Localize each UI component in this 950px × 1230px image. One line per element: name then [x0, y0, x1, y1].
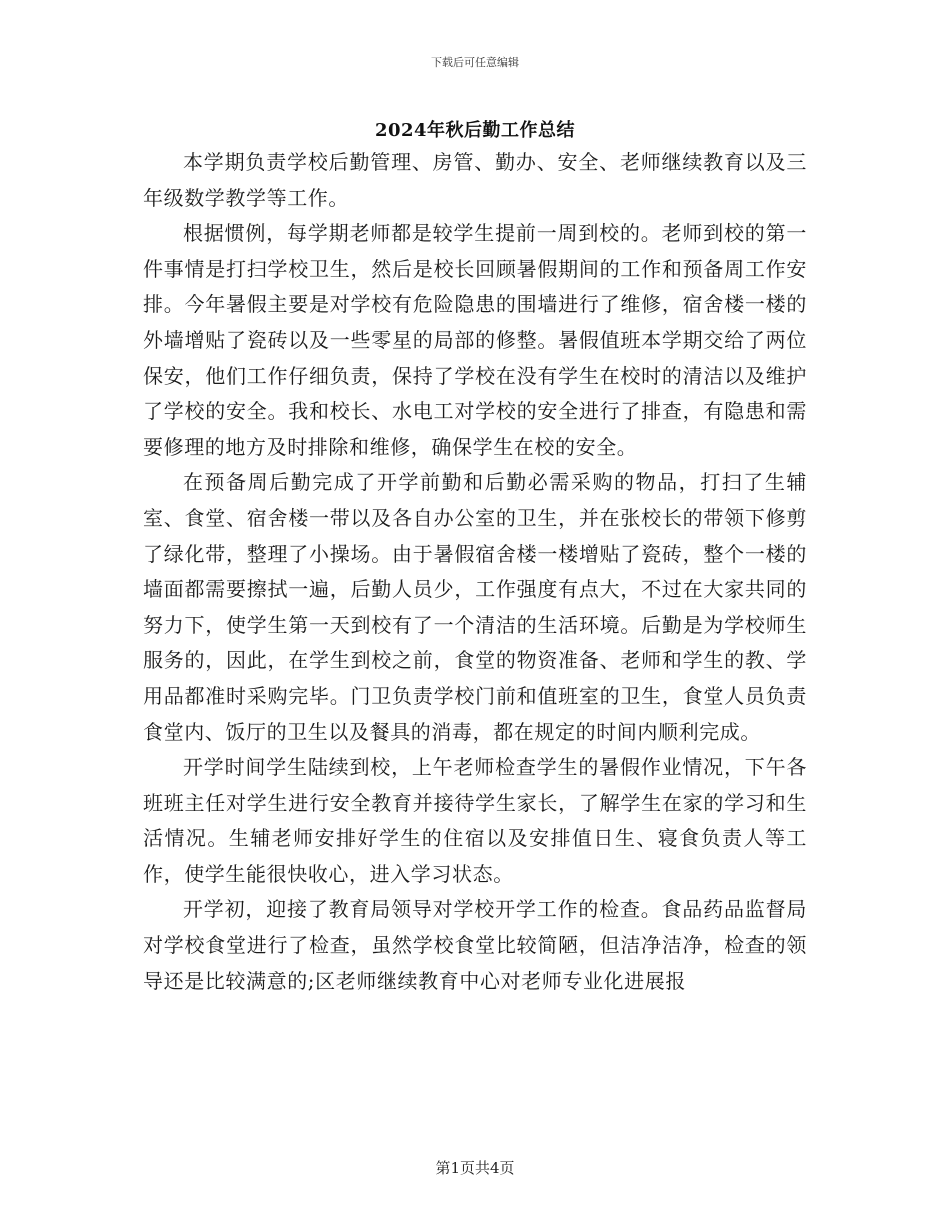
page-number-footer: 第1页共4页	[435, 1159, 515, 1177]
header-note: 下载后可任意编辑	[431, 56, 519, 69]
paragraph: 开学初，迎接了教育局领导对学校开学工作的检查。食品药品监督局对学校食堂进行了检查，虽然学校食堂比较简陋，但洁净洁净，检查的领导还是比较满意的;区老师继续教育中心对老师专业化进展报	[143, 897, 807, 993]
paragraph: 根据惯例，每学期老师都是较学生提前一周到校的。老师到校的第一件事情是打扫学校卫生，然后是校长回顾暑假期间的工作和预备周工作安排。今年暑假主要是对学校有危险隐患的围墙进行了维修，宿舍楼一楼的外墙增贴了瓷砖以及一些零星的局部的修整。暑假值班本学期交给了两位保安，他们工作仔细负责，保持了学校在没有学生在校时的清洁以及维护了学校的安全。我和校长、水电工对学校的安全进行了排查，有隐患和需要修理的地方及时排除和维修，确保学生在校的安全。	[143, 221, 807, 459]
paragraph: 本学期负责学校后勤管理、房管、勤办、安全、老师继续教育以及三年级数学教学等工作。	[143, 150, 807, 210]
paragraph: 开学时间学生陆续到校，上午老师检查学生的暑假作业情况，下午各班班主任对学生进行安全教育并接待学生家长，了解学生在家的学习和生活情况。生辅老师安排好学生的住宿以及安排值日生、寝食负责人等工作，使学生能很快收心，进入学习状态。	[143, 755, 807, 886]
document-body	[143, 145, 807, 999]
paragraph: 在预备周后勤完成了开学前勤和后勤必需采购的物品，打扫了生辅室、食堂、宿舍楼一带以及各自办公室的卫生，并在张校长的带领下修剪了绿化带，整理了小操场。由于暑假宿舍楼一楼增贴了瓷砖，整个一楼的墙面都需要擦拭一遍，后勤人员少，工作强度有点大，不过在大家共同的努力下，使学生第一天到校有了一个清洁的生活环境。后勤是为学校师生服务的，因此，在学生到校之前，食堂的物资准备、老师和学生的教、学用品都准时采购完毕。门卫负责学校门前和值班室的卫生，食堂人员负责食堂内、饭厅的卫生以及餐具的消毒，都在规定的时间内顺利完成。	[143, 470, 807, 744]
document-title: 2024年秋后勤工作总结	[374, 120, 576, 141]
